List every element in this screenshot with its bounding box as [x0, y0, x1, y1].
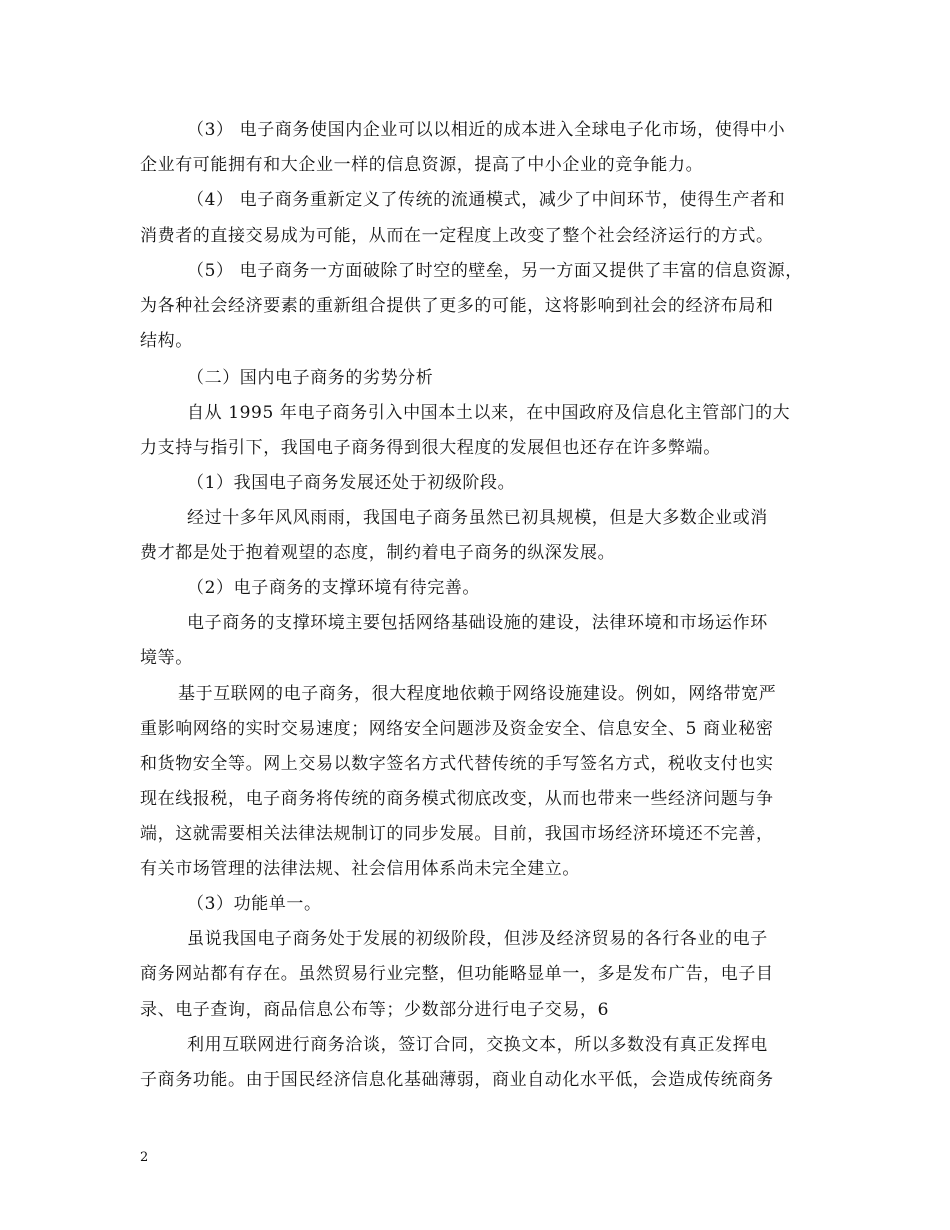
text-line: 消费者的直接交易成为可能，从而在一定程度上改变了整个社会经济运行的方式。	[140, 226, 774, 246]
text-line: 企业有可能拥有和大企业一样的信息资源，提高了中小企业的竞争能力。	[140, 155, 704, 175]
text-line: 录、电子查询，商品信息公布等；少数部分进行电子交易，6	[140, 1000, 610, 1020]
text-line: （5） 电子商务一方面破除了时空的壁垒，另一方面又提供了丰富的信息资源，	[187, 261, 803, 281]
text-line: 子商务功能。由于国民经济信息化基础薄弱，商业自动化水平低，会造成传统商务	[140, 1070, 774, 1090]
text-line: （3） 电子商务使国内企业可以以相近的成本进入全球电子化市场，使得中小	[187, 120, 786, 140]
text-line: 电子商务的支撑环境主要包括网络基础设施的建设，法律环境和市场运作环	[187, 613, 768, 633]
text-line: 重影响网络的实时交易速度；网络安全问题涉及资金安全、信息安全、5 商业秘密	[140, 719, 774, 739]
text-line: 费才都是处于抱着观望的态度，制约着电子商务的纵深发展。	[140, 543, 616, 563]
text-line: 端，这就需要相关法律法规制订的同步发展。目前，我国市场经济环境还不完善，	[140, 824, 774, 844]
text-line: 自从 1995 年电子商务引入中国本土以来，在中国政府及信息化主管部门的大	[187, 403, 791, 423]
text-line: 虽说我国电子商务处于发展的初级阶段，但涉及经济贸易的各行各业的电子	[187, 929, 768, 949]
text-line: 结构。	[140, 331, 193, 351]
text-line: 商务网站都有存在。虽然贸易行业完整，但功能略显单一，多是发布广告，电子目	[140, 964, 774, 984]
text-line: （1）我国电子商务发展还处于初级阶段。	[187, 473, 516, 493]
page-number: 2	[140, 1150, 149, 1165]
text-line: 利用互联网进行商务洽谈，签订合同，交换文本，所以多数没有真正发挥电	[187, 1035, 768, 1055]
text-line: 基于互联网的电子商务，很大程度地依赖于网络设施建设。例如，网络带宽严	[178, 684, 777, 704]
text-line: 为各种社会经济要素的重新组合提供了更多的可能，这将影响到社会的经济布局和	[140, 296, 774, 316]
text-line: 力支持与指引下，我国电子商务得到很大程度的发展但也还存在许多弊端。	[140, 438, 721, 458]
text-line: 境等。	[140, 648, 193, 668]
text-line: （2）电子商务的支撑环境有待完善。	[187, 578, 481, 598]
text-line: （4） 电子商务重新定义了传统的流通模式，减少了中间环节，使得生产者和	[187, 190, 786, 210]
text-line: 有关市场管理的法律法规、社会信用体系尚未完全建立。	[140, 859, 580, 879]
section-heading: （二）国内电子商务的劣势分析	[187, 368, 434, 388]
text-line: 和货物安全等。网上交易以数字签名方式代替传统的手写签名方式，税收支付也实	[140, 754, 774, 774]
text-line: 现在线报税，电子商务将传统的商务模式彻底改变，从而也带来一些经济问题与争	[140, 789, 774, 809]
text-line: 经过十多年风风雨雨，我国电子商务虽然已初具规模，但是大多数企业或消	[187, 508, 768, 528]
text-line: （3）功能单一。	[187, 894, 322, 914]
